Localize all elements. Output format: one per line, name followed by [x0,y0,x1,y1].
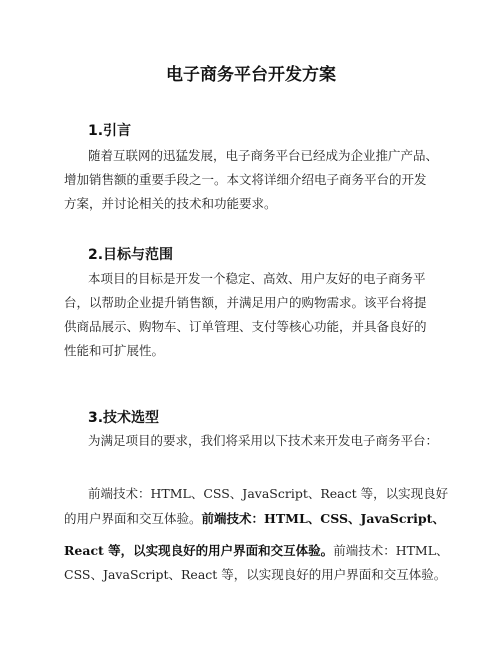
section-heading-introduction: 1.引言 [88,123,132,139]
tech-line: CSS、JavaScript、React 等，以实现良好的用户界面和交互体验。 [64,567,447,582]
tech-line [64,543,449,559]
tech-text: 的用户界面和交互体验。 [64,511,202,526]
tech-line [64,511,445,527]
paragraph-line: 性能和可扩展性。 [64,343,165,358]
paragraph-line: 台，以帮助企业提升销售额，并满足用户的购物需求。该平台将提 [64,295,427,310]
paragraph-line: 方案，并讨论相关的技术和功能要求。 [64,196,277,211]
paragraph-line: 增加销售额的重要手段之一。本文将详细介绍电子商务平台的开发 [64,172,427,187]
tech-text-bold: React 等，以实现良好的用户界面和交互体验。 [64,543,334,558]
paragraph-line: 供商品展示、购物车、订单管理、支付等核心功能，并具备良好的 [64,319,427,334]
paragraph-line: 为满足项目的要求，我们将采用以下技术来开发电子商务平台： [88,433,439,448]
section-heading-goals: 2.目标与范围 [88,247,174,263]
document-title: 电子商务平台开发方案 [166,65,336,85]
tech-text: 前端技术：HTML、 [333,543,449,558]
tech-text-bold: 前端技术：HTML、CSS、JavaScript、 [201,511,445,526]
section-heading-tech: 3.技术选型 [88,410,160,426]
tech-line: 前端技术：HTML、CSS、JavaScript、React 等，以实现良好 [88,486,449,501]
paragraph-line: 随着互联网的迅猛发展，电子商务平台已经成为企业推广产品、 [88,148,439,163]
paragraph-line: 本项目的目标是开发一个稳定、高效、用户友好的电子商务平 [88,271,426,286]
